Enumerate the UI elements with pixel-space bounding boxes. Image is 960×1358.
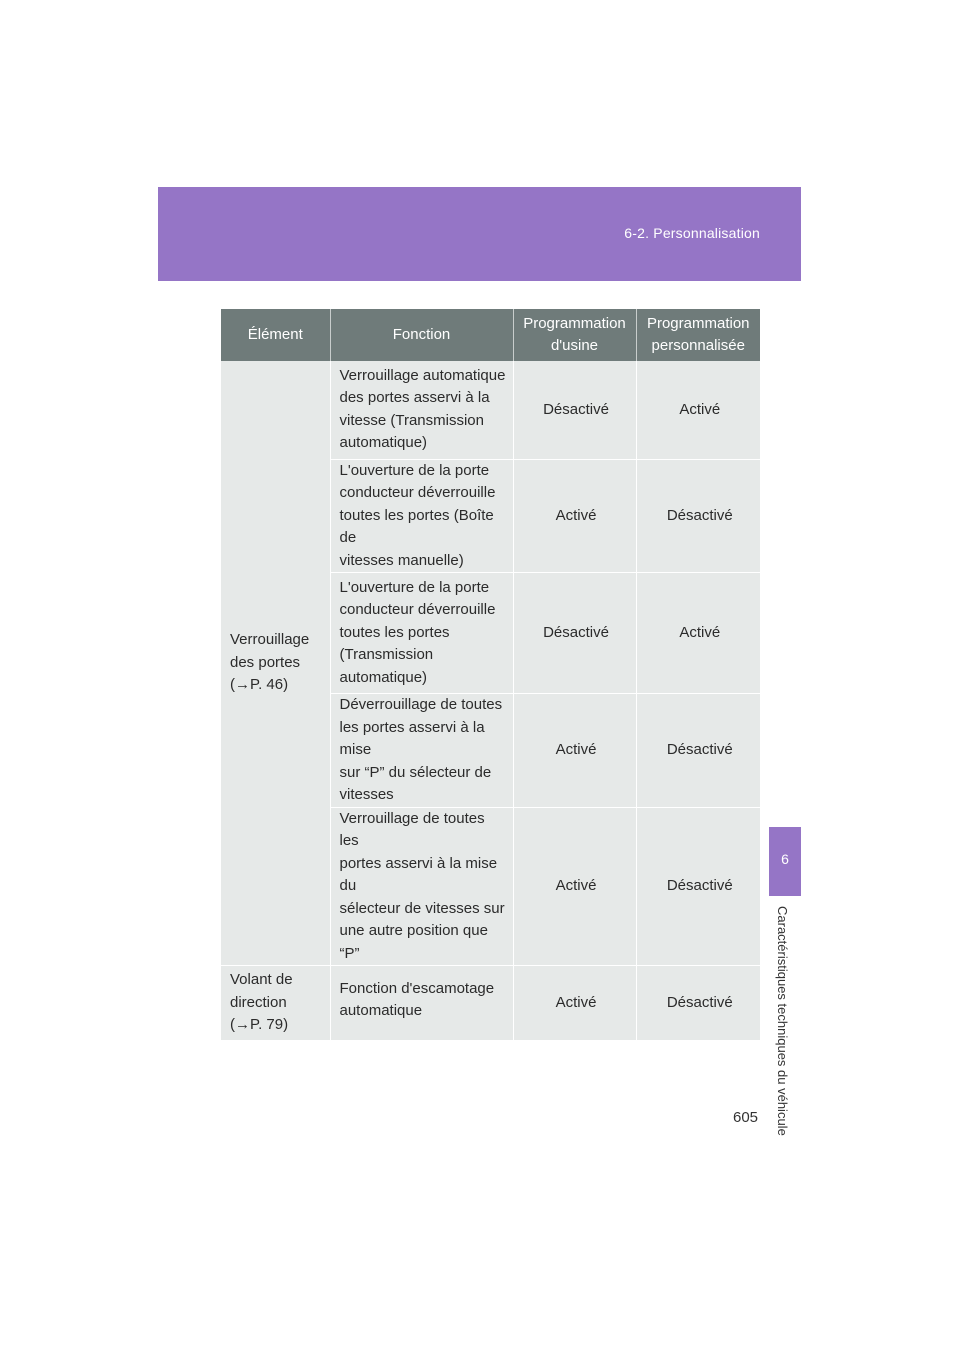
- header-factory-setting: Programmation d'usine: [513, 309, 636, 361]
- page-number: 605: [733, 1109, 759, 1126]
- chapter-number: 6: [781, 851, 789, 867]
- chapter-label: Caractéristiques techniques du véhicule: [775, 906, 790, 1136]
- factory-value: Activé: [513, 459, 636, 573]
- function-cell: Déverrouillage de toutes les portes asservi à la mise sur “P” du sélecteur de vitesses: [330, 694, 513, 808]
- header-function: Fonction: [330, 309, 513, 361]
- custom-value: Désactivé: [636, 459, 760, 573]
- section-title: 6-2. Personnalisation: [624, 225, 760, 241]
- custom-value: Activé: [636, 573, 760, 694]
- function-cell: L'ouverture de la porte conducteur déverrouille toutes les portes (Transmission automatique): [330, 573, 513, 694]
- factory-value: Activé: [513, 694, 636, 808]
- chapter-tab: [769, 827, 801, 896]
- header-element: Élément: [221, 309, 330, 361]
- factory-value: Désactivé: [513, 573, 636, 694]
- factory-value: Activé: [513, 807, 636, 966]
- table-row: [221, 966, 760, 1041]
- custom-value: Désactivé: [636, 966, 760, 1041]
- custom-value: Désactivé: [636, 694, 760, 808]
- function-cell: Verrouillage de toutes les portes asservi à la mise du sélecteur de vitesses sur une autre position que “P”: [330, 807, 513, 966]
- table-row: [221, 361, 760, 459]
- custom-value: Activé: [636, 361, 760, 459]
- customization-table: [221, 309, 760, 1041]
- custom-value: Désactivé: [636, 807, 760, 966]
- element-steering-wheel: Volant de direction (→P. 79): [221, 966, 330, 1041]
- table-header-row: [221, 309, 760, 361]
- element-door-lock: Verrouillage des portes (→P. 46): [221, 361, 330, 966]
- function-cell: L'ouverture de la porte conducteur déverrouille toutes les portes (Boîte de vitesses manuelle): [330, 459, 513, 573]
- function-cell: Verrouillage automatique des portes asservi à la vitesse (Transmission automatique): [330, 361, 513, 459]
- section-header-band: [158, 187, 801, 281]
- header-custom-setting: Programmation personnalisée: [636, 309, 760, 361]
- function-cell: Fonction d'escamotage automatique: [330, 966, 513, 1041]
- factory-value: Activé: [513, 966, 636, 1041]
- factory-value: Désactivé: [513, 361, 636, 459]
